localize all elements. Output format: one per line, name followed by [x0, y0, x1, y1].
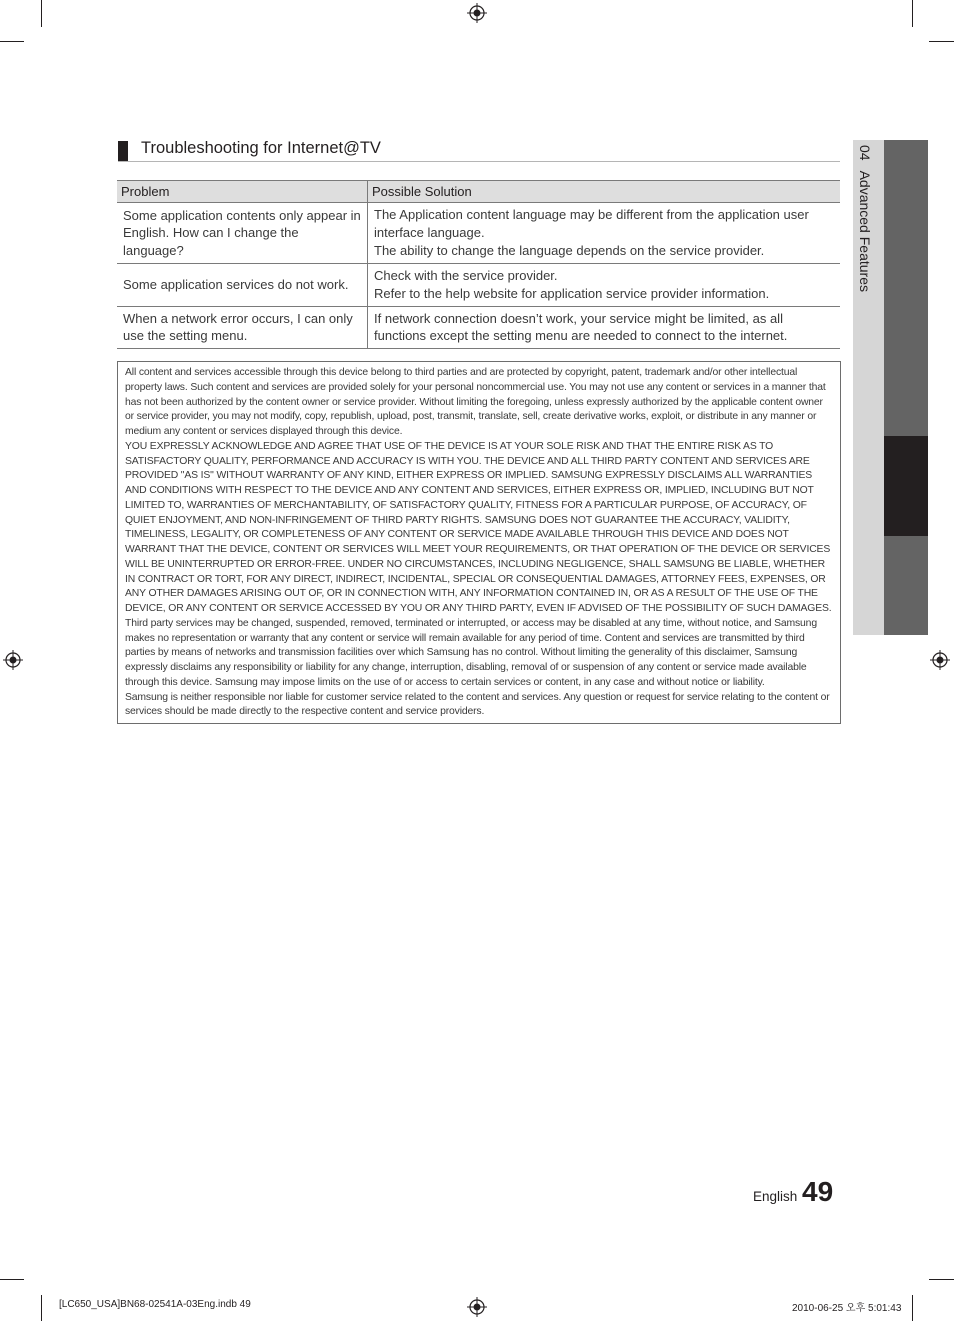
crop-mark — [912, 1295, 913, 1321]
troubleshooting-table — [117, 180, 840, 349]
crop-mark — [41, 1295, 42, 1321]
section-marker — [118, 141, 128, 162]
solution-line: The ability to change the language depends on the service provider. — [374, 243, 765, 258]
solution-line: Refer to the help website for application service provider information. — [374, 286, 770, 301]
problem-cell: Some application contents only appear in English. How can I change the language? — [117, 203, 368, 264]
registration-mark-icon — [467, 1297, 487, 1317]
chapter-tab-active-segment — [884, 436, 928, 536]
crop-mark — [41, 0, 42, 27]
solution-cell — [368, 306, 841, 348]
table-row — [117, 306, 840, 348]
crop-mark — [912, 0, 913, 27]
registration-mark-icon — [467, 3, 487, 23]
registration-mark-icon — [930, 650, 950, 670]
slug-file: [LC650_USA]BN68-02541A-03Eng.indb 49 — [59, 1299, 251, 1310]
solution-cell — [368, 263, 841, 306]
chapter-number: 04 — [857, 145, 873, 161]
chapter-tab-label — [857, 145, 873, 292]
chapter-title: Advanced Features — [857, 170, 873, 292]
chapter-tab-segment — [884, 140, 928, 436]
crop-mark — [929, 41, 954, 42]
chapter-tab-segment — [884, 536, 928, 635]
crop-mark — [0, 1279, 24, 1280]
table-row — [117, 203, 840, 264]
disclaimer-box — [117, 361, 841, 724]
disclaimer-paragraph: Third party services may be changed, suspended, removed, terminated or interrupted, or access may be disabled at any time, without notice, and Samsung makes no representation or warranty that any content or service will remain available for any period of time. Content and services are transmitted by third parties by means of networks and transmission facilities over which Samsung has no control. Without limiting the generality of this disclaimer, Samsung expressly disclaims any responsibility or liability for any change, interruption, disabling, removal of or suspension of any content or service made available through this device. Samsung may impose limits on the use of or access to certain services or content, in any case and without notice or liability. — [125, 617, 817, 688]
crop-mark — [929, 1279, 954, 1280]
column-header-problem: Problem — [117, 181, 368, 203]
crop-mark — [0, 41, 24, 42]
problem-cell: When a network error occurs, I can only use the setting menu. — [117, 306, 368, 348]
slug-date: 2010-06-25 오후 5:01:43 — [792, 1303, 902, 1314]
solution-cell — [368, 203, 841, 264]
section-divider — [118, 161, 840, 162]
solution-line: Check with the service provider. — [374, 267, 558, 283]
solution-line: The Application content language may be different from the application user interface language. — [374, 207, 809, 240]
section-title: Troubleshooting for Internet@TV — [141, 139, 381, 157]
table-row — [117, 263, 840, 306]
page-number: 49 — [802, 1176, 834, 1207]
disclaimer-paragraph: All content and services accessible through this device belong to third parties and are protected by copyright, patent, trademark and/or other intellectual property laws. Such content and services are provided solely for your personal noncommercial use. You may not use any content or services in a manner that has not been authorized by the content owner or service provider. Without limiting the foregoing, unless expressly authorized by the applicable content owner or service provider, you may not modify, copy, republish, upload, post, transmit, translate, sell, create derivative works, exploit, or distribute in any manner or medium any content or services displayed through this device. — [125, 367, 826, 437]
disclaimer-paragraph: YOU EXPRESSLY ACKNOWLEDGE AND AGREE THAT USE OF THE DEVICE IS AT YOUR SOLE RISK AND THAT THE ENTIRE RISK AS TO SATISFACTORY QUALITY, PERFORMANCE AND ACCURACY IS WITH YOU. THE DEVICE AND ALL THIRD PARTY CONTENT AND SERVICES ARE PROVIDED "AS IS" WITHOUT WARRANTY OF ANY KIND, EITHER EXPRESS OR IMPLIED. SAMSUNG EXPRESSLY DISCLAIMS ALL WARRANTIES AND CONDITIONS WITH RESPECT TO THE DEVICE AND ANY CONTENT AND SERVICES, EITHER EXPRESS OR, IMPLIED, INCLUDING BUT NOT LIMITED TO, WARRANTIES OF MERCHANTABILITY, OF SATISFACTORY QUALITY, FITNESS FOR A PARTICULAR PURPOSE, OF ACCURACY, OF QUIET ENJOYMENT, AND NON-INFRINGEMENT OF THIRD PARTY RIGHTS. SAMSUNG DOES NOT GUARANTEE THE ACCURACY, VALIDITY, TIMELINESS, LEGALITY, OR COMPLETENESS OF ANY CONTENT OR SERVICE MADE AVAILABLE THROUGH THIS DEVICE AND DOES NOT WARRANT THAT THE DEVICE, CONTENT OR SERVICES WILL MEET YOUR REQUIREMENTS, OR THAT OPERATION OF THE DEVICE OR SERVICES WILL BE UNINTERRUPTED OR ERROR-FREE. UNDER NO CIRCUMSTANCES, INCLUDING NEGLIGENCE, SHALL SAMSUNG BE LIABLE, WHETHER IN CONTRACT OR TORT, FOR ANY DIRECT, INDIRECT, INCIDENTAL, SPECIAL OR CONSEQUENTIAL DAMAGES, ATTORNEY FEES, EXPENSES, OR ANY OTHER DAMAGES ARISING OUT OF, OR IN CONNECTION WITH, ANY INFORMATION CONTAINED IN, OR AS A RESULT OF THE USE OF THE DEVICE, OR ANY CONTENT OR SERVICE ACCESSED BY YOU OR ANY THIRD PARTY, EVEN IF ADVISED OF THE POSSIBILITY OF SUCH DAMAGES. — [125, 440, 832, 614]
column-header-solution: Possible Solution — [368, 181, 841, 203]
problem-cell: Some application services do not work. — [117, 263, 368, 306]
table-header-row — [117, 181, 840, 203]
page-language: English — [753, 1189, 798, 1204]
disclaimer-paragraph: Samsung is neither responsible nor liable for customer service related to the content and services. Any question or request for service relating to the content or services should be made directly to the respective content and service providers. — [125, 691, 830, 718]
solution-line: If network connection doesn’t work, your service might be limited, as all functions except the setting menu are needed to connect to the internet. — [374, 310, 788, 343]
registration-mark-icon — [3, 650, 23, 670]
